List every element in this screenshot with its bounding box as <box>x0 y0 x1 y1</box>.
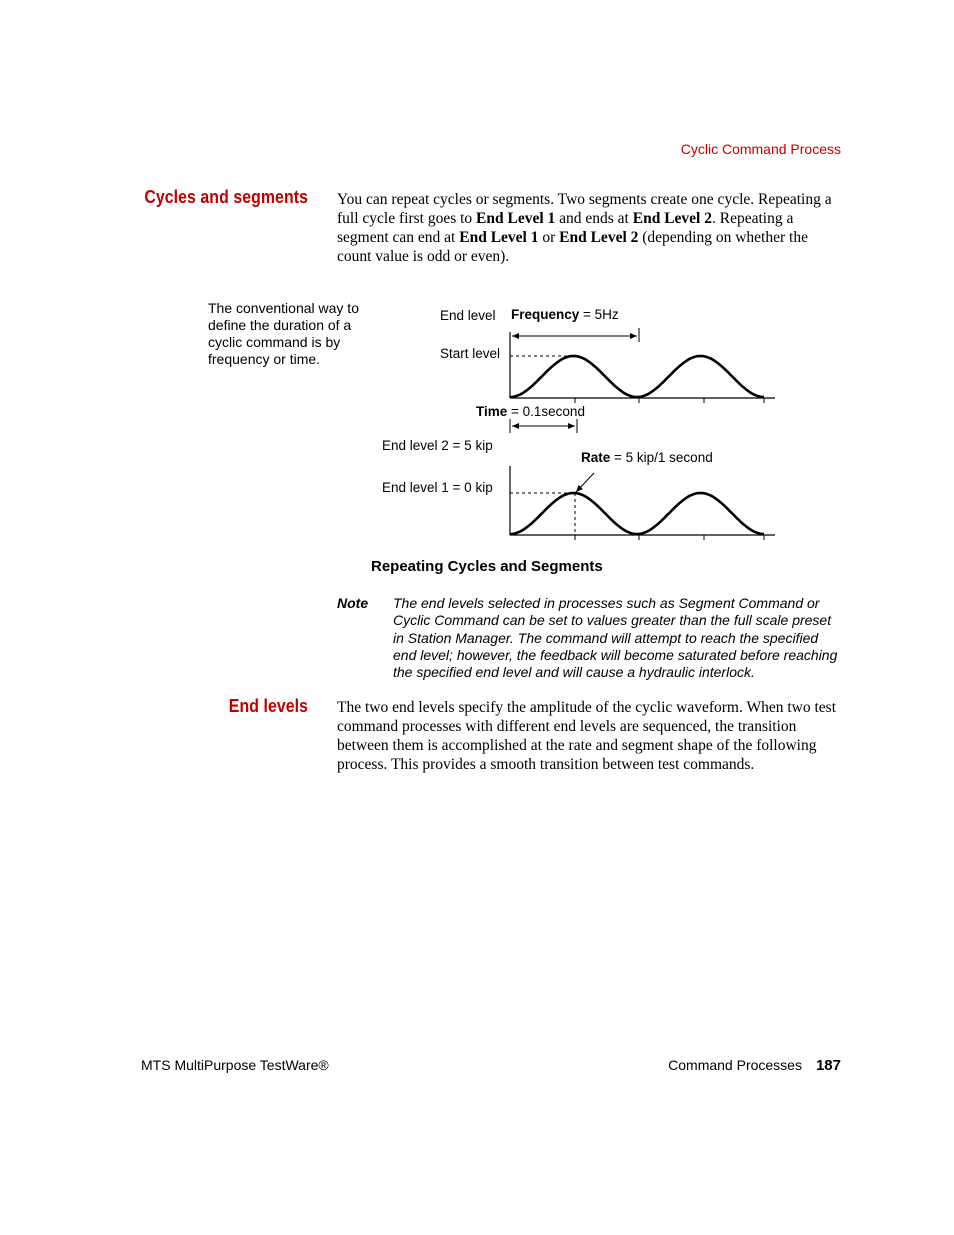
start-level-label: Start level <box>440 346 501 361</box>
time-label: Time = 0.1second <box>476 404 585 419</box>
end-levels-paragraph: The two end levels specify the amplitude of the cyclic waveform. When two test command processes with different end levels are sequenced, the transition between them is accomplished at the rate and segment shape of the following process. This provides a smooth transition between test commands. <box>337 699 836 773</box>
rate-pointer-arrow <box>576 473 594 492</box>
section-heading-end-levels: End levels <box>228 696 308 716</box>
bottom-waveform <box>510 493 764 534</box>
cycles-paragraph: You can repeat cycles or segments. Two segments create one cycle. Repeating a full cycle first goes to End Level 1 and ends at End Level 2. Repeating a segment can end at End Level 1 or End Level 2 (depending on whether the count value is odd or even). <box>337 191 832 265</box>
running-head: Cyclic Command Process <box>680 141 841 157</box>
footer-section <box>668 1057 841 1074</box>
note-text: The end levels selected in processes such as Segment Command or Cyclic Command can be set to values greater than the full scale preset in Station Manager. The command will attempt to reach the specified end level; however, the feedback will become saturated before reaching the specified end level and will cause a hydraulic interlock. <box>393 595 838 681</box>
bottom-axes <box>510 466 775 540</box>
footer-publication-title: MTS MultiPurpose TestWare® <box>141 1057 329 1073</box>
footer-section-name: Command Processes <box>668 1057 802 1073</box>
end-level-label: End level <box>440 308 496 323</box>
rate-label: Rate = 5 kip/1 second <box>581 450 713 465</box>
section-heading-cycles: Cycles and segments <box>144 187 308 207</box>
end-level-2-label: End level 2 = 5 kip <box>382 438 493 453</box>
frequency-label: Frequency = 5Hz <box>511 307 619 322</box>
top-waveform <box>510 356 764 397</box>
margin-note: The conventional way to define the duration of a cyclic command is by frequency or time. <box>208 300 359 367</box>
end-level-1-label: End level 1 = 0 kip <box>382 480 493 495</box>
page-number: 187 <box>815 1057 841 1074</box>
figure-caption: Repeating Cycles and Segments <box>371 558 603 575</box>
note-label: Note <box>337 595 369 611</box>
